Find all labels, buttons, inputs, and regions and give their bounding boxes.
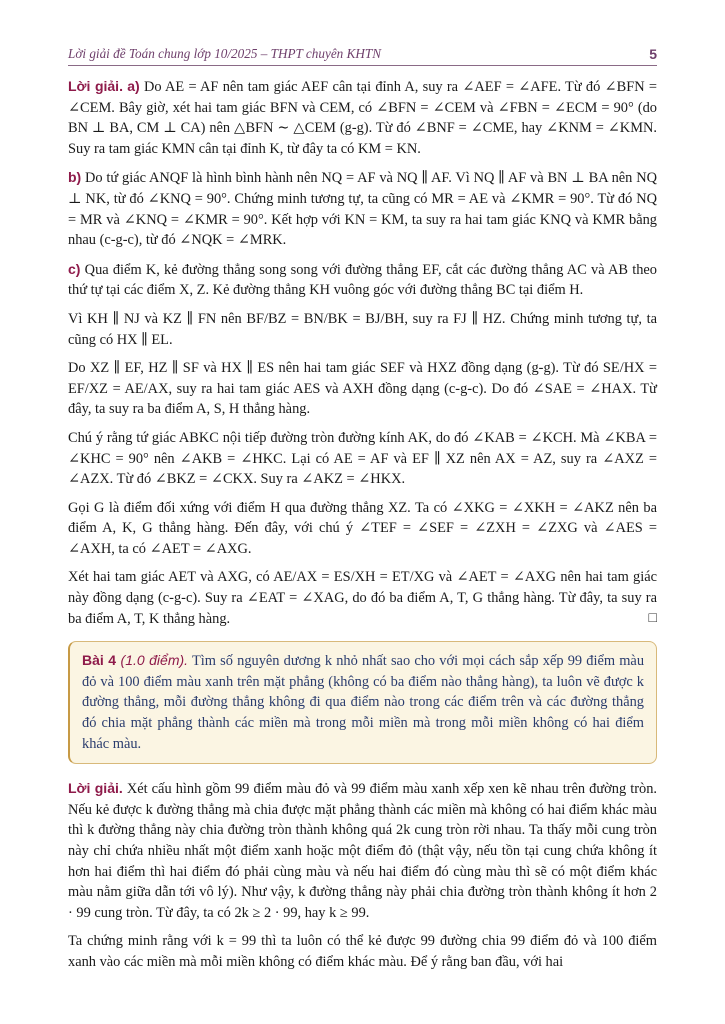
part-b-label: b) <box>68 169 82 186</box>
solution-1-text: Xét cấu hình gồm 99 điểm màu đỏ và 99 điểm màu xanh xếp xen kẽ nhau trên đường tròn. Nếu kẻ được k đường thẳng mà chia được mặt phẳng thành các miền mà không có hai điểm khác màu thì k đường thẳng này chia đường tròn thành không quá 2k cung tròn rời nhau. Ta thấy mỗi cung tròn này chỉ chứa nhiều nhất một điểm xanh hoặc một điểm đỏ (thật vậy, nếu tồn tại cung chứa không ít hơn hai điểm thì hai điểm đó phải cùng màu và nếu hai điểm đó cùng màu thì sẽ có một điểm khác màu nằm giữa dẫn tới vô lý). Như vậy, k đường thẳng này phải chia đường tròn thành không ít hơn 2 · 99 cung tròn. Từ đây, ta có 2k ≥ 2 · 99, hay k ≥ 99. <box>68 781 657 921</box>
part-a-label: a) <box>127 78 140 94</box>
page-content <box>68 76 657 981</box>
solution-part-c <box>68 259 657 301</box>
page-header <box>68 38 657 66</box>
solution-label-2: Lời giải. <box>68 780 123 797</box>
problem-solution-1 <box>68 778 657 923</box>
solution-part-b <box>68 167 657 250</box>
problem-title <box>82 652 188 668</box>
problem-points: (1.0 điểm). <box>120 652 189 669</box>
problem-text: Tìm số nguyên dương k nhỏ nhất sao cho với mọi cách sắp xếp 99 điểm màu đỏ và 100 điểm màu xanh trên mặt phẳng (không có ba điểm nào thẳng hàng), ta luôn vẽ được k đường thẳng, mỗi đường thẳng không đi qua điểm nào trong các điểm trên và các đường thẳng đó chia mặt phẳng thành các miền mà trong mỗi miền mà trong mỗi miền không có hai điểm khác màu. <box>82 653 645 752</box>
paragraph-reflection: Gọi G là điểm đối xứng với điểm H qua đường thẳng XZ. Ta có ∠XKG = ∠XKH = ∠AKZ nên ba điểm A, K, G thẳng hàng. Đến đây, với chú ý ∠TEF = ∠SEF = ∠ZXH = ∠ZXG và ∠AES = ∠AXH, ta có ∠AET = ∠AXG. <box>68 499 657 557</box>
solution-label: Lời giải. <box>68 78 123 94</box>
part-c-label: c) <box>68 260 81 277</box>
problem-solution-2: Ta chứng minh rằng với k = 99 thì ta luôn có thể kẻ được 99 đường chia 99 điểm đỏ và 100 điểm xanh vào các miền mà mỗi miền không có điểm khác màu. Để ý rằng ban đầu, với hai <box>68 933 657 970</box>
part-b-text: Do tứ giác ANQF là hình bình hành nên NQ = AF và NQ ∥ AF. Vì NQ ∥ AF và BN ⊥ BA nên NQ ⊥ NK, từ đó ∠KNQ = 90°. Chứng minh tương tự, ta cũng có MR = AE và ∠KMR = 90°. Từ đó NQ = MR và ∠KNQ = ∠KMR = 90°. Kết hợp với KN = KM, ta suy ra hai tam giác KNQ và KMR bằng nhau (c-g-c), từ đó ∠NQK = ∠MRK. <box>68 170 657 249</box>
problem-box <box>68 641 657 764</box>
conclusion-text: Xét hai tam giác AET và AXG, có AE/AX = ES/XH = ET/XG và ∠AET = ∠AXG nên hai tam giác này đồng dạng (c-g-c). Suy ra ∠EAT = ∠XAG, do đó ba điểm A, T, G thẳng hàng. Từ đây, ta suy ra ba điểm A, T, K thẳng hàng. <box>68 569 657 627</box>
part-a-text: Do AE = AF nên tam giác AEF cân tại đỉnh A, suy ra ∠AEF = ∠AFE. Từ đó ∠BFN = ∠CEM. Bây giờ, xét hai tam giác BFN và CEM, có ∠BFN = ∠CEM và ∠FBN = ∠ECM = 90° (do BN ⊥ BA, CM ⊥ CA) nên △BFN ∼ △CEM (g-g). Từ đó ∠BNF = ∠CME, hay ∠KNM = ∠KMN. Suy ra tam giác KMN cân tại đỉnh K, từ đây ta có KM = KN. <box>68 79 657 157</box>
paragraph-conclusion <box>68 567 657 629</box>
part-c-text: Qua điểm K, kẻ đường thẳng song song với đường thẳng EF, cắt các đường thẳng AC và AB theo thứ tự tại các điểm X, Z. Kẻ đường thẳng KH vuông góc với đường thẳng BC tại điểm H. <box>68 261 657 299</box>
paragraph-parallel: Vì KH ∥ NJ và KZ ∥ FN nên BF/BZ = BN/BK = BJ/BH, suy ra FJ ∥ HZ. Chứng minh tương tự, ta cũng có HX ∥ EL. <box>68 310 657 348</box>
problem-statement <box>82 650 644 754</box>
header-title: Lời giải đề Toán chung lớp 10/2025 – THPT chuyên KHTN <box>68 46 382 61</box>
paragraph-similar-triangles: Do XZ ∥ EF, HZ ∥ SF và HX ∥ ES nên hai tam giác SEF và HXZ đồng dạng (g-g). Từ đó SE/HX = EF/XZ = AE/AX, suy ra hai tam giác AES và AXH đồng dạng (c-g-c). Do đó ∠SAE = ∠HAX. Từ đây, ta suy ra ba điểm A, S, H thẳng hàng. <box>68 360 657 418</box>
page-number: 5 <box>649 46 657 62</box>
problem-number: Bài 4 <box>82 652 117 669</box>
qed-symbol: □ <box>648 610 657 626</box>
solution-part-a <box>68 76 657 159</box>
paragraph-cyclic-quad: Chú ý rằng tứ giác ABKC nội tiếp đường tròn đường kính AK, do đó ∠KAB = ∠KCH. Mà ∠KBA = ∠KHC = 90° nên ∠AKB = ∠HKC. Lại có AE = AF và EF ∥ XZ nên AX = AZ, suy ra ∠AXZ = ∠AZX. Từ đó ∠BKZ = ∠CKX. Suy ra ∠AKZ = ∠HKX. <box>68 429 657 488</box>
